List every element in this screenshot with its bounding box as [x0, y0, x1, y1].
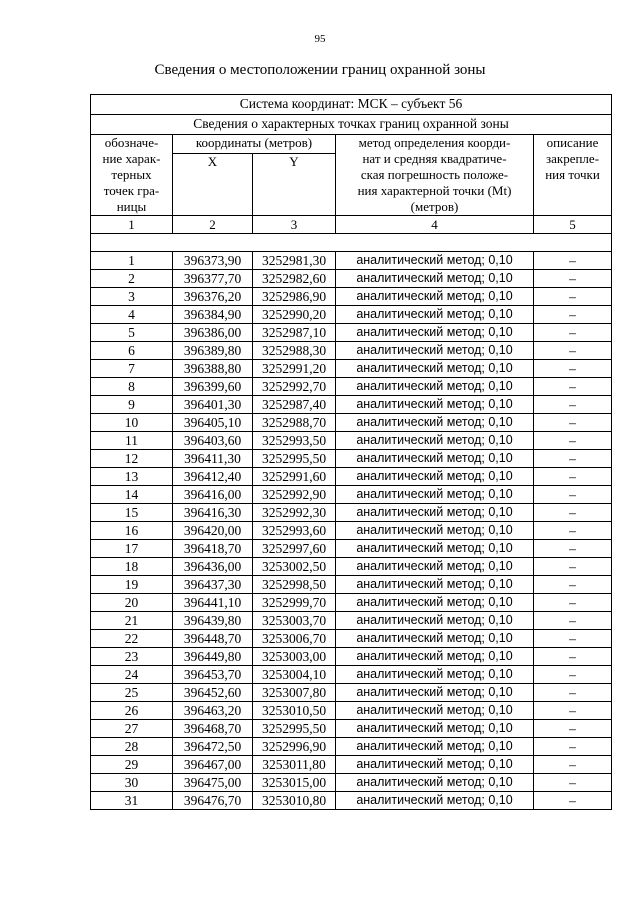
description-cell: –	[534, 360, 612, 378]
x-coordinate-cell: 396416,00	[173, 486, 253, 504]
x-coordinate-cell: 396403,60	[173, 432, 253, 450]
method-cell: аналитический метод; 0,10	[336, 522, 534, 540]
table-row	[91, 252, 612, 270]
point-number-cell: 11	[91, 432, 173, 450]
x-coordinate-cell: 396420,00	[173, 522, 253, 540]
point-number-cell: 17	[91, 540, 173, 558]
column-number: 3	[253, 216, 336, 234]
point-number-cell: 26	[91, 702, 173, 720]
description-cell: –	[534, 432, 612, 450]
x-coordinate-cell: 396476,70	[173, 792, 253, 810]
y-header: Y	[253, 154, 336, 216]
x-coordinate-cell: 396384,90	[173, 306, 253, 324]
point-number-cell: 9	[91, 396, 173, 414]
point-number-cell: 6	[91, 342, 173, 360]
description-cell: –	[534, 414, 612, 432]
y-coordinate-cell: 3252993,50	[253, 432, 336, 450]
method-cell: аналитический метод; 0,10	[336, 594, 534, 612]
description-cell: –	[534, 594, 612, 612]
point-number-cell: 28	[91, 738, 173, 756]
x-coordinate-cell: 396405,10	[173, 414, 253, 432]
x-coordinate-cell: 396399,60	[173, 378, 253, 396]
header-line: описание	[546, 135, 599, 150]
table-row	[91, 792, 612, 810]
column-number: 1	[91, 216, 173, 234]
description-cell: –	[534, 378, 612, 396]
description-cell: –	[534, 342, 612, 360]
table-row	[91, 540, 612, 558]
table-row	[91, 306, 612, 324]
method-cell: аналитический метод; 0,10	[336, 702, 534, 720]
method-cell: аналитический метод; 0,10	[336, 378, 534, 396]
table-row	[91, 756, 612, 774]
y-coordinate-cell: 3252990,20	[253, 306, 336, 324]
point-number-cell: 10	[91, 414, 173, 432]
point-number-cell: 15	[91, 504, 173, 522]
header-line: обозначе-	[104, 135, 159, 150]
header-line: (метров)	[410, 199, 459, 214]
method-cell: аналитический метод; 0,10	[336, 486, 534, 504]
table-row	[91, 702, 612, 720]
point-designation-header	[91, 135, 173, 216]
method-cell: аналитический метод; 0,10	[336, 540, 534, 558]
y-coordinate-cell: 3252981,30	[253, 252, 336, 270]
point-number-cell: 7	[91, 360, 173, 378]
method-cell: аналитический метод; 0,10	[336, 558, 534, 576]
x-coordinate-cell: 396472,50	[173, 738, 253, 756]
document-title: Сведения о местоположении границ охранной зоны	[154, 62, 486, 78]
point-number-cell: 5	[91, 324, 173, 342]
column-number: 5	[534, 216, 612, 234]
description-cell: –	[534, 666, 612, 684]
description-cell: –	[534, 270, 612, 288]
table-row	[91, 450, 612, 468]
method-cell: аналитический метод; 0,10	[336, 342, 534, 360]
point-number-cell: 13	[91, 468, 173, 486]
header-line: закрепле-	[545, 151, 600, 166]
method-cell: аналитический метод; 0,10	[336, 288, 534, 306]
method-cell: аналитический метод; 0,10	[336, 396, 534, 414]
description-cell: –	[534, 792, 612, 810]
description-cell: –	[534, 630, 612, 648]
y-coordinate-cell: 3253003,70	[253, 612, 336, 630]
point-number-cell: 29	[91, 756, 173, 774]
description-cell: –	[534, 486, 612, 504]
method-cell: аналитический метод; 0,10	[336, 306, 534, 324]
y-coordinate-cell: 3252991,20	[253, 360, 336, 378]
x-coordinate-cell: 396389,80	[173, 342, 253, 360]
point-number-cell: 25	[91, 684, 173, 702]
header-line: ния точки	[545, 167, 600, 182]
method-cell: аналитический метод; 0,10	[336, 756, 534, 774]
method-cell: аналитический метод; 0,10	[336, 648, 534, 666]
table-row	[91, 522, 612, 540]
x-coordinate-cell: 396437,30	[173, 576, 253, 594]
y-coordinate-cell: 3252998,50	[253, 576, 336, 594]
method-cell: аналитический метод; 0,10	[336, 738, 534, 756]
description-cell: –	[534, 324, 612, 342]
description-cell: –	[534, 306, 612, 324]
point-number-cell: 20	[91, 594, 173, 612]
method-cell: аналитический метод; 0,10	[336, 468, 534, 486]
y-coordinate-cell: 3252991,60	[253, 468, 336, 486]
x-coordinate-cell: 396452,60	[173, 684, 253, 702]
description-cell: –	[534, 576, 612, 594]
table-row	[91, 378, 612, 396]
table-row	[91, 342, 612, 360]
point-number-cell: 21	[91, 612, 173, 630]
table-row	[91, 684, 612, 702]
table-row	[91, 360, 612, 378]
header-line: метод определения коорди-	[358, 135, 511, 150]
description-cell: –	[534, 504, 612, 522]
method-cell: аналитический метод; 0,10	[336, 774, 534, 792]
table-row	[91, 468, 612, 486]
header-row-1	[91, 135, 612, 154]
x-coordinate-cell: 396401,30	[173, 396, 253, 414]
y-coordinate-cell: 3252987,10	[253, 324, 336, 342]
table-row	[91, 486, 612, 504]
table-row	[91, 720, 612, 738]
y-coordinate-cell: 3253007,80	[253, 684, 336, 702]
table-row	[91, 576, 612, 594]
description-cell: –	[534, 648, 612, 666]
header-line: ния характерной точки (Mt)	[357, 183, 512, 198]
page-number: 95	[314, 33, 326, 45]
method-cell: аналитический метод; 0,10	[336, 432, 534, 450]
x-coordinate-cell: 396386,00	[173, 324, 253, 342]
method-cell: аналитический метод; 0,10	[336, 270, 534, 288]
method-cell: аналитический метод; 0,10	[336, 684, 534, 702]
table-row	[91, 414, 612, 432]
description-cell: –	[534, 684, 612, 702]
x-coordinate-cell: 396377,70	[173, 270, 253, 288]
y-coordinate-cell: 3252997,60	[253, 540, 336, 558]
description-cell: –	[534, 738, 612, 756]
point-number-cell: 3	[91, 288, 173, 306]
table-row	[91, 648, 612, 666]
method-cell: аналитический метод; 0,10	[336, 666, 534, 684]
y-coordinate-cell: 3252988,30	[253, 342, 336, 360]
point-number-cell: 1	[91, 252, 173, 270]
coordinates-header: координаты (метров)	[173, 135, 336, 154]
x-coordinate-cell: 396468,70	[173, 720, 253, 738]
x-coordinate-cell: 396448,70	[173, 630, 253, 648]
y-coordinate-cell: 3253011,80	[253, 756, 336, 774]
x-coordinate-cell: 396439,80	[173, 612, 253, 630]
description-cell: –	[534, 522, 612, 540]
method-header	[336, 135, 534, 216]
method-cell: аналитический метод; 0,10	[336, 792, 534, 810]
method-cell: аналитический метод; 0,10	[336, 576, 534, 594]
y-coordinate-cell: 3252999,70	[253, 594, 336, 612]
x-coordinate-cell: 396418,70	[173, 540, 253, 558]
x-coordinate-cell: 396475,00	[173, 774, 253, 792]
description-cell: –	[534, 468, 612, 486]
point-number-cell: 22	[91, 630, 173, 648]
point-number-cell: 2	[91, 270, 173, 288]
header-line: нат и средняя квадратиче-	[362, 151, 507, 166]
point-number-cell: 19	[91, 576, 173, 594]
header-line: ние харак-	[102, 151, 161, 166]
coordinates-table	[90, 94, 612, 810]
y-coordinate-cell: 3252988,70	[253, 414, 336, 432]
method-cell: аналитический метод; 0,10	[336, 324, 534, 342]
y-coordinate-cell: 3253002,50	[253, 558, 336, 576]
blank-cell	[91, 234, 612, 252]
method-cell: аналитический метод; 0,10	[336, 630, 534, 648]
x-coordinate-cell: 396441,10	[173, 594, 253, 612]
description-cell: –	[534, 558, 612, 576]
table-row	[91, 630, 612, 648]
method-cell: аналитический метод; 0,10	[336, 450, 534, 468]
y-coordinate-cell: 3252986,90	[253, 288, 336, 306]
x-coordinate-cell: 396467,00	[173, 756, 253, 774]
description-cell: –	[534, 612, 612, 630]
method-cell: аналитический метод; 0,10	[336, 612, 534, 630]
description-cell: –	[534, 540, 612, 558]
coord-system-row	[91, 95, 612, 115]
point-number-cell: 8	[91, 378, 173, 396]
table-row	[91, 738, 612, 756]
column-numbers-row	[91, 216, 612, 234]
table-row	[91, 396, 612, 414]
x-coordinate-cell: 396412,40	[173, 468, 253, 486]
description-cell: –	[534, 288, 612, 306]
point-number-cell: 31	[91, 792, 173, 810]
blank-row	[91, 234, 612, 252]
table-row	[91, 324, 612, 342]
point-number-cell: 12	[91, 450, 173, 468]
point-number-cell: 16	[91, 522, 173, 540]
column-number: 4	[336, 216, 534, 234]
header-line: точек гра-	[103, 183, 160, 198]
y-coordinate-cell: 3253010,50	[253, 702, 336, 720]
y-coordinate-cell: 3253006,70	[253, 630, 336, 648]
x-coordinate-cell: 396373,90	[173, 252, 253, 270]
x-coordinate-cell: 396411,30	[173, 450, 253, 468]
description-cell: –	[534, 252, 612, 270]
table-row	[91, 666, 612, 684]
section-title-cell: Сведения о характерных точках границ охранной зоны	[91, 115, 612, 135]
x-coordinate-cell: 396376,20	[173, 288, 253, 306]
point-number-cell: 4	[91, 306, 173, 324]
y-coordinate-cell: 3252995,50	[253, 450, 336, 468]
y-coordinate-cell: 3252992,90	[253, 486, 336, 504]
x-coordinate-cell: 396463,20	[173, 702, 253, 720]
y-coordinate-cell: 3253004,10	[253, 666, 336, 684]
y-coordinate-cell: 3252987,40	[253, 396, 336, 414]
y-coordinate-cell: 3252992,70	[253, 378, 336, 396]
description-cell: –	[534, 720, 612, 738]
description-cell: –	[534, 774, 612, 792]
header-line: ская погрешность положе-	[360, 167, 509, 182]
table-row	[91, 504, 612, 522]
x-coordinate-cell: 396388,80	[173, 360, 253, 378]
method-cell: аналитический метод; 0,10	[336, 414, 534, 432]
table-row	[91, 432, 612, 450]
table-row	[91, 288, 612, 306]
y-coordinate-cell: 3252993,60	[253, 522, 336, 540]
method-cell: аналитический метод; 0,10	[336, 252, 534, 270]
table-row	[91, 558, 612, 576]
method-cell: аналитический метод; 0,10	[336, 504, 534, 522]
header-line: терных	[111, 167, 152, 182]
description-cell: –	[534, 396, 612, 414]
table-row	[91, 612, 612, 630]
description-cell: –	[534, 450, 612, 468]
table-row	[91, 270, 612, 288]
y-coordinate-cell: 3253015,00	[253, 774, 336, 792]
x-coordinate-cell: 396436,00	[173, 558, 253, 576]
method-cell: аналитический метод; 0,10	[336, 360, 534, 378]
point-number-cell: 24	[91, 666, 173, 684]
table-row	[91, 594, 612, 612]
section-title-row	[91, 115, 612, 135]
point-number-cell: 14	[91, 486, 173, 504]
point-number-cell: 23	[91, 648, 173, 666]
column-number: 2	[173, 216, 253, 234]
header-line: ницы	[116, 199, 147, 214]
y-coordinate-cell: 3252992,30	[253, 504, 336, 522]
x-coordinate-cell: 396453,70	[173, 666, 253, 684]
point-number-cell: 30	[91, 774, 173, 792]
y-coordinate-cell: 3253003,00	[253, 648, 336, 666]
x-coordinate-cell: 396449,80	[173, 648, 253, 666]
point-number-cell: 18	[91, 558, 173, 576]
y-coordinate-cell: 3253010,80	[253, 792, 336, 810]
description-cell: –	[534, 702, 612, 720]
y-coordinate-cell: 3252982,60	[253, 270, 336, 288]
x-header: X	[173, 154, 253, 216]
y-coordinate-cell: 3252996,90	[253, 738, 336, 756]
description-cell: –	[534, 756, 612, 774]
table-row	[91, 774, 612, 792]
x-coordinate-cell: 396416,30	[173, 504, 253, 522]
coord-system-cell: Система координат: МСК – субъект 56	[91, 95, 612, 115]
method-cell: аналитический метод; 0,10	[336, 720, 534, 738]
point-number-cell: 27	[91, 720, 173, 738]
y-coordinate-cell: 3252995,50	[253, 720, 336, 738]
description-header	[534, 135, 612, 216]
